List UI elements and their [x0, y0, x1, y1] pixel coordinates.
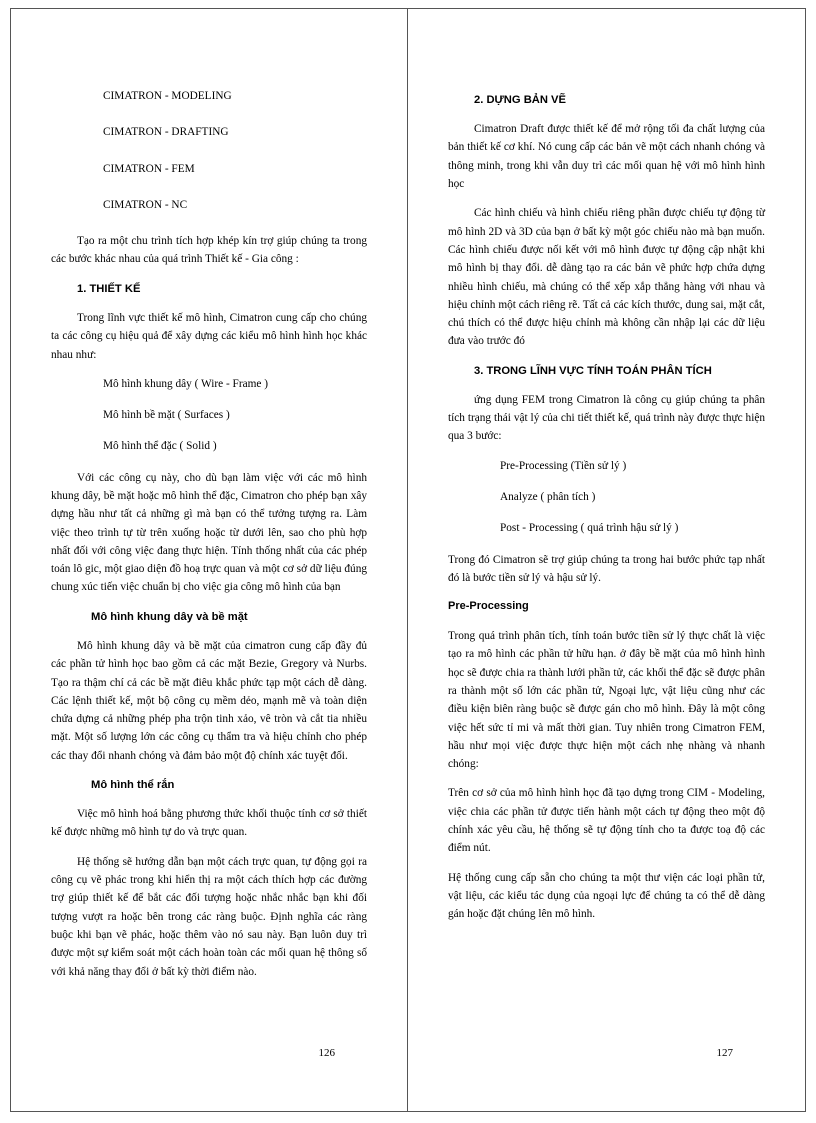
section-1-paragraph: Trong lĩnh vực thiết kế mô hình, Cimatron cung cấp cho chúng ta các công cụ hiệu quả để xây dựng các kiểu mô hình hình học khác nhau như:	[51, 311, 367, 361]
page-number-right: 127	[716, 1047, 733, 1059]
section-3-paragraph: ứng dụng FEM trong Cimatron là công cụ giúp chúng ta phân tích trạng thái vật lý của chi tiết thiết kế, quá trình này được thực hiện qua 3 bước:	[448, 393, 765, 443]
product-item: CIMATRON - NC	[103, 198, 188, 211]
steps-note: Trong đó Cimatron sẽ trợ giúp chúng ta trong hai bước phức tạp nhất đó là bước tiền sử lý và hậu sử lý.	[448, 553, 765, 584]
intro-paragraph: Tạo ra một chu trình tích hợp khép kín trợ giúp chúng ta trong các bước khác nhau của quá trình Thiết kế - Gia công :	[51, 235, 367, 266]
subsection-solid-paragraph-2: Hệ thống sẽ hướng dẫn bạn một cách trực quan, tự động gọi ra công cụ vẽ phác trong khi hiển thị ra một cách thích hợp các đường trợ giúp thiết kế để bắt các đối tượng hoặc nhắc nhắc bạn khi đối tượng vượt ra hoặc bên trong các ràng buộc. Định nghĩa các ràng buộc khi bạn vẽ phác, hoặc thêm vào nó sau này. Bạn luôn duy trì được một sự kiểm soát một cách hoàn toàn các mối quan hệ thông số với khả năng thay đổi ở bất kỳ thời điểm nào.	[51, 855, 367, 978]
subsection-wireframe-heading: Mô hình khung dây và bề mặt	[91, 610, 248, 623]
product-item: CIMATRON - FEM	[103, 162, 195, 175]
step-item: Pre-Processing (Tiền sử lý )	[500, 459, 627, 472]
step-item: Analyze ( phân tích )	[500, 491, 596, 504]
section-2-paragraph-2: Các hình chiếu và hình chiếu riêng phần được chiếu tự động từ mô hình 2D và 3D của bạn ở bất kỳ một góc chiếu nào mà bạn muốn. Các hình chiếu được nối kết với mô hình được tự động cập nhật khi mô hình bị thay đổi. dễ dàng tạo ra các bản vẽ phức hợp chứa dựng nhiều hình chiếu, mà chúng có thể xếp xắp thẳng hàng với nhau và hiệu chỉnh một cách riêng rẽ. Tất cả các kích thước, dung sai, mặt cắt, chú thích có thể được hiệu chỉnh mà không cần nhập lại các dữ liệu đưa vào trước đó	[448, 207, 765, 348]
left-column	[11, 9, 408, 1111]
right-column	[408, 9, 805, 1111]
pre-processing-paragraph-3: Hệ thống cung cấp sẵn cho chúng ta một thư viện các loại phần tử, vật liệu, các kiểu tác dụng của ngoại lực để chúng ta có thể dễ dàng gán hoặc đặt chúng lên mô hình.	[448, 871, 765, 921]
page-number-left: 126	[318, 1047, 335, 1059]
subsection-solid-paragraph-1: Việc mô hình hoá bằng phương thức khối thuộc tính cơ sở thiết kế được những mô hình tự do và trực quan.	[51, 808, 367, 839]
section-3-heading: 3. TRONG LĨNH VỰC TÍNH TOÁN PHÂN TÍCH	[474, 364, 712, 377]
model-type-item: Mô hình khung dây ( Wire - Frame )	[103, 377, 268, 390]
product-item: CIMATRON - DRAFTING	[103, 126, 229, 139]
page-sheet-border	[10, 8, 806, 1112]
tools-paragraph: Với các công cụ này, cho dù bạn làm việc với các mô hình khung dây, bề mặt hoặc mô hình thể đặc, Cimatron cho phép bạn xây dựng hầu như tất cả những gì mà bạn có thể tưởng tượng ra. Làm việc theo trình tự từ trên xuống hoặc từ dưới lên, sao cho phù hợp nhất đối với công việc đang thực hiện. Tính thống nhất của các phép toán lô gic, một giao diện đồ hoạ trực quan và một cơ sở dữ liệu đúng chung xúc tiến việc chuẩn bị cho việc gia công mô hình của bạn	[51, 471, 367, 594]
section-1-heading: 1. THIẾT KẾ	[77, 282, 141, 295]
pre-processing-heading: Pre-Processing	[448, 600, 529, 613]
section-2-paragraph-1: Cimatron Draft được thiết kế để mở rộng tối đa chất lượng của bản thiết kế cơ khí. Nó cung cấp các bản vẽ một cách nhanh chóng và thông minh, trong khi vẫn duy trì các mối quan hệ với mô hình hình học	[448, 123, 765, 191]
model-type-item: Mô hình thể đặc ( Solid )	[103, 440, 217, 453]
subsection-solid-heading: Mô hình thể rắn	[91, 779, 175, 791]
subsection-wireframe-paragraph: Mô hình khung dây và bề mặt của cimatron cung cấp đầy đủ các phần tử hình học bao gồm cả các mặt Bezie, Gregory và Nurbs. Tạo ra thậm chí cả các bề mặt điêu khắc phức tạp một cách dễ dàng. Các lệnh thiết kế, một bộ công cụ mềm dẻo, mạnh mẽ và toàn diện chứa dựng cả những phép pha trộn tinh xảo, vê tròn và cắt tia nhiều mặt. Một số lượng lớn các công cụ thẩm tra và hiệu chỉnh cho phép các thay đổi nhanh chóng và đảm bảo một độ chính xác tuyệt đối.	[51, 639, 367, 762]
product-item: CIMATRON - MODELING	[103, 90, 232, 102]
pre-processing-paragraph-2: Trên cơ sở của mô hình hình học đã tạo dựng trong CIM - Modeling, việc chia các phần tử được tiến hành một cách tự động theo một độ chính xác yêu cầu, hệ thống sẽ tự động tính cho ta được toạ độ các điểm nút.	[448, 787, 765, 855]
model-type-item: Mô hình bề mặt ( Surfaces )	[103, 409, 230, 422]
pre-processing-paragraph-1: Trong quá trình phân tích, tính toán bước tiền sử lý thực chất là việc tạo ra mô hình các phần tử hữu hạn. ở đây bề mặt của mô hình hình học sẽ được chia ra thành lưới phần tử, các khối thể đặc sẽ được phân ra thành một số lớn các phần tử, Ngoại lực, vật liệu cũng như các điều kiện biên ràng buộc sẽ được gán cho mô hình. Đây là một công việc hết sức tỉ mi và mất thời gian. Tuy nhiên trong Cimatron FEM, hầu như mọi việc được thực hiện một cách nhẹ nhàng và nhanh chóng:	[448, 630, 765, 771]
section-2-heading: 2. DỰNG BẢN VẼ	[474, 94, 566, 106]
step-item: Post - Processing ( quá trình hậu sử lý )	[500, 522, 679, 535]
